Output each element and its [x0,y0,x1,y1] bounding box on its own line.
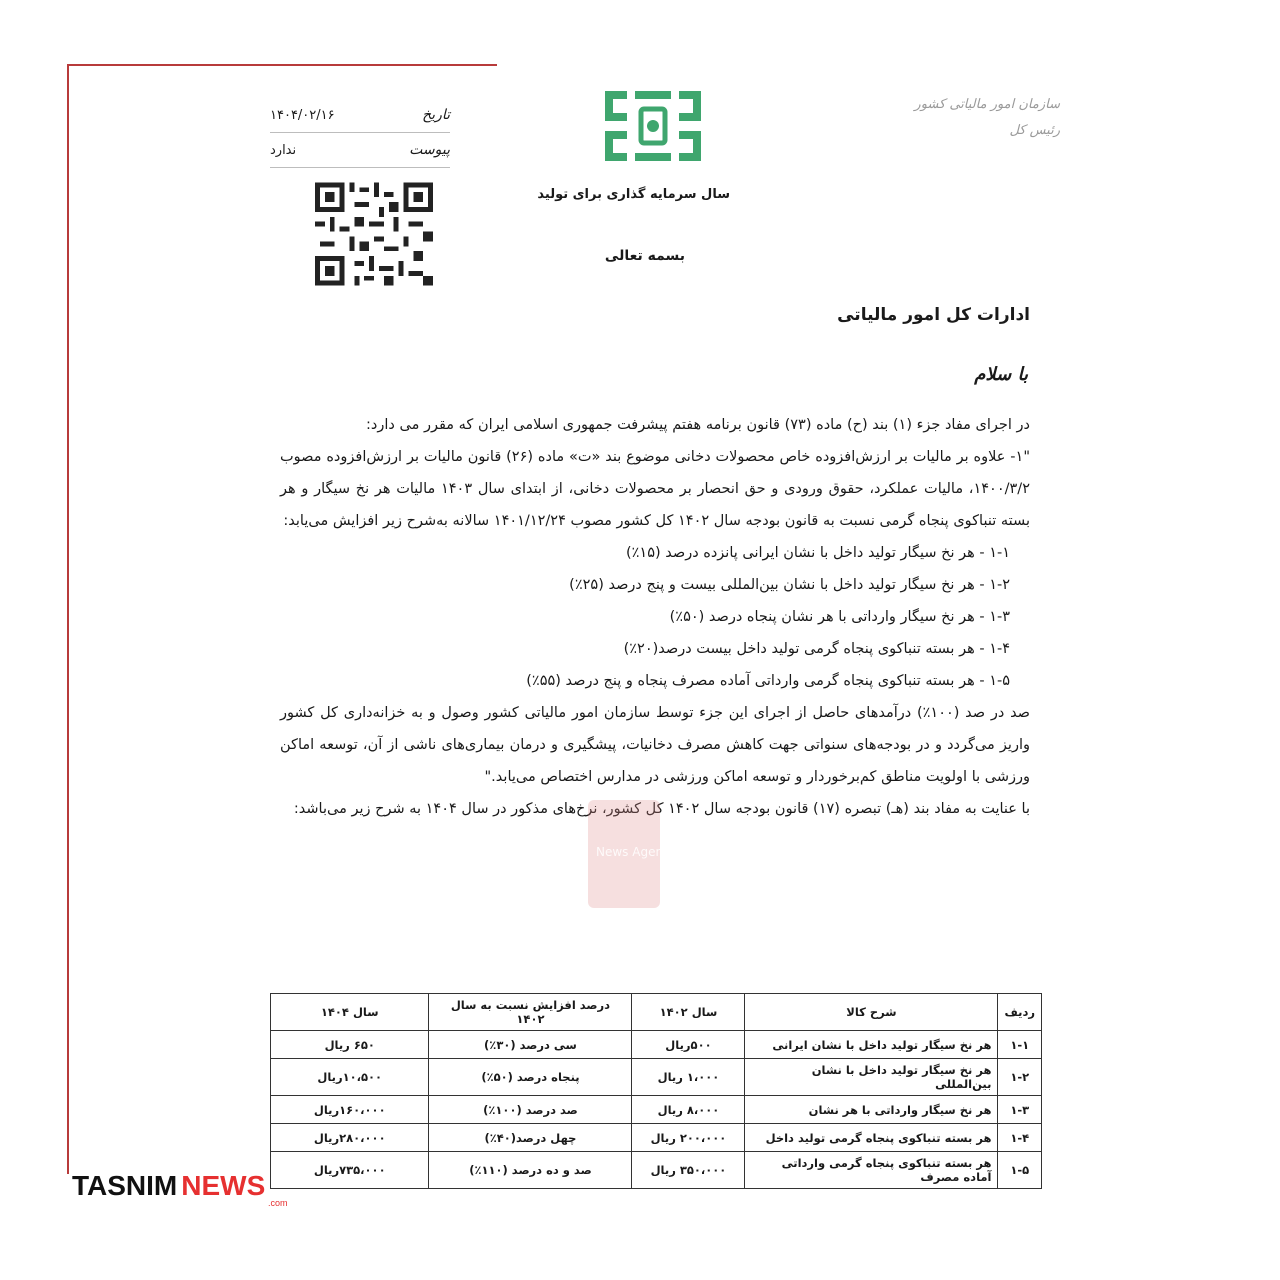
list-item: ۱-۳ - هر نخ سیگار وارداتی با هر نشان پنجاه درصد (۵۰٪) [669,609,1010,625]
closing-paragraph: با عنایت به مفاد بند (هـ) تبصره (۱۷) قانون بودجه سال ۱۴۰۲ کل کشور، نرخ‌های مذکور در سال ۱۴۰۴ به شرح زیر می‌باشد: [293,801,1030,817]
letter-document [200,72,1060,1182]
cell-1402: ۲۰۰،۰۰۰ ریال [632,1124,745,1152]
header-1404: سال ۱۴۰۴ [271,994,429,1031]
attachment-row [270,133,450,168]
letter-addressee: ادارات کل امور مالیاتی [837,305,1030,325]
header-increase: درصد افزایش نسبت به سال ۱۴۰۲ [429,994,632,1031]
list-item: ۱-۱ - هر نخ سیگار تولید داخل با نشان ایرانی پانزده درصد (۱۵٪) [625,545,1010,561]
organization-title: رئیس کل [1009,123,1060,138]
cell-row-number: ۱-۱ [998,1031,1042,1059]
table-row [271,1059,1042,1096]
letter-body [280,409,1030,825]
sheet-border-top [67,64,497,66]
cell-row-number: ۱-۲ [998,1059,1042,1096]
cell-1404: ۲۸۰،۰۰۰ریال [271,1124,429,1152]
cell-1404: ۱۶۰،۰۰۰ریال [271,1096,429,1124]
cell-1404: ۱۰،۵۰۰ریال [271,1059,429,1096]
tasnim-news-logo [72,1170,265,1202]
list-item: ۱-۴ - هر بسته تنباکوی پنجاه گرمی تولید داخل بیست درصد(۲۰٪) [623,641,1010,657]
year-slogan: سال سرمایه گذاری برای تولید [537,187,730,202]
table-row [271,1124,1042,1152]
table-row [271,1096,1042,1124]
date-row [270,98,450,133]
sheet-border-left [67,64,69,1174]
table-header-row [271,994,1042,1031]
cell-description: هر نخ سیگار وارداتی با هر نشان [745,1096,998,1124]
date-label: تاریخ [422,107,450,123]
intro-paragraph: در اجرای مفاد جزء (۱) بند (ح) ماده (۷۳) قانون برنامه هفتم پیشرفت جمهوری اسلامی ایران که مقرر می دارد: [366,417,1030,433]
organization-name: سازمان امور مالیاتی کشور [914,97,1060,112]
cell-row-number: ۱-۵ [998,1152,1042,1189]
cell-increase: سی درصد (۳۰٪) [429,1031,632,1059]
logo-suffix: .com [268,1198,288,1208]
logo-word-news: NEWS [181,1170,266,1201]
cell-increase: پنجاه درصد (۵۰٪) [429,1059,632,1096]
table-row [271,1031,1042,1059]
bismillah-heading: بسمه تعالی [604,248,685,264]
watermark-text: News Agency [596,845,677,859]
cell-1402: ۵۰۰ریال [632,1031,745,1059]
clause-paragraph: "۱- علاوه بر مالیات بر ارزش‌افزوده خاص محصولات دخانی موضوع بند «ت» ماده (۲۶) قانون مالیات بر ارزش‌افزوده مصوب ۱۴۰۰/۳/۲، مالیات عملکرد، حقوق ورودی و حق انحصار بر محصولات دخانی، از ابتدای سال ۱۴۰۳ مالیات هر نخ سیگار و هر بسته تنباکوی پنجاه گرمی نسبت به قانون بودجه سال ۱۴۰۲ کل کشور مصوب ۱۴۰۱/۱۲/۲۴ سالانه به‌شرح زیر افزایش می‌یابد: [280,449,1030,529]
attachment-label: پیوست [409,142,450,158]
cell-description: هر بسته تنباکوی پنجاه گرمی وارداتی آماده مصرف [745,1152,998,1189]
cell-row-number: ۱-۴ [998,1124,1042,1152]
cell-1404: ۶۵۰ ریال [271,1031,429,1059]
header-1402: سال ۱۴۰۲ [632,994,745,1031]
header-row-number: ردیف [998,994,1042,1031]
cell-1404: ۷۳۵،۰۰۰ریال [271,1152,429,1189]
cell-description: هر نخ سیگار تولید داخل با نشان بین‌المللی [745,1059,998,1096]
cell-description: هر نخ سیگار تولید داخل با نشان ایرانی [745,1031,998,1059]
letter-meta [270,98,450,168]
letter-greeting: با سلام [974,364,1028,385]
date-value: ۱۴۰۴/۰۲/۱۶ [270,107,335,123]
list-item: ۱-۲ - هر نخ سیگار تولید داخل با نشان بین‌المللی بیست و پنج درصد (۲۵٪) [569,577,1010,593]
increase-list [280,537,1030,697]
table-row [271,1152,1042,1189]
logo-word-tasnim: TASNIM [72,1170,178,1201]
cell-increase: صد درصد (۱۰۰٪) [429,1096,632,1124]
qr-code-icon [315,182,433,286]
tax-rate-table [270,993,1042,1189]
cell-row-number: ۱-۳ [998,1096,1042,1124]
cell-increase: چهل درصد(۴۰٪) [429,1124,632,1152]
cell-1402: ۱،۰۰۰ ریال [632,1059,745,1096]
attachment-value: ندارد [270,142,297,158]
list-item: ۱-۵ - هر بسته تنباکوی پنجاه گرمی وارداتی آماده مصرف پنجاه و پنج درصد (۵۵٪) [526,673,1010,689]
organization-header [910,92,1060,144]
tax-organization-emblem-icon [601,87,705,165]
allocation-paragraph: صد در صد (۱۰۰٪) درآمدهای حاصل از اجرای این جزء توسط سازمان امور مالیاتی کشور وصول و به خزانه‌داری کل کشور واریز می‌گردد و در بودجه‌های سنواتی جهت کاهش مصرف دخانیات، پیشگیری و درمان بیماری‌های ناشی از آن، توسعه اماکن ورزشی با اولویت مناطق کم‌برخوردار و توسعه اماکن ورزشی در مدارس اختصاص می‌یابد." [280,705,1030,785]
cell-description: هر بسته تنباکوی پنجاه گرمی تولید داخل [745,1124,998,1152]
cell-increase: صد و ده درصد (۱۱۰٪) [429,1152,632,1189]
header-description: شرح کالا [745,994,998,1031]
cell-1402: ۳۵۰،۰۰۰ ریال [632,1152,745,1189]
cell-1402: ۸،۰۰۰ ریال [632,1096,745,1124]
